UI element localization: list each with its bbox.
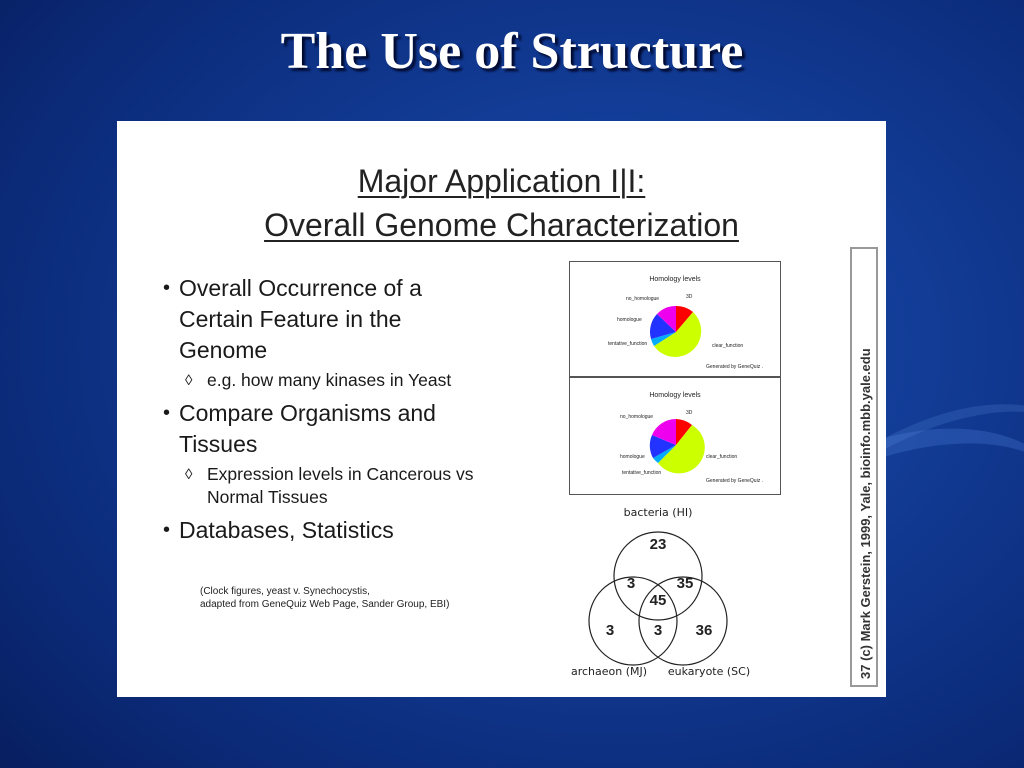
copyright-text: 37 (c) Mark Gerstein, 1999, Yale, bioinfo.mbb.yale.edu <box>858 348 873 679</box>
bullet-item <box>163 515 394 546</box>
pie-generated-note: Generated by GeneQuiz . <box>706 478 763 484</box>
pie-slices <box>650 419 705 473</box>
pie-label-tentative: tentative_function <box>622 470 662 476</box>
inner-title-line2: Overall Genome Characterization <box>264 207 739 243</box>
bullet-line: Tissues <box>179 431 258 457</box>
sub-bullet-line: Normal Tissues <box>207 487 328 507</box>
diamond-icon: ◊ <box>185 372 193 389</box>
venn-value-bacteria-archaeon: 3 <box>626 575 636 592</box>
venn-label-bacteria: bacteria (HI) <box>623 506 693 519</box>
venn-value-eukaryote-only: 36 <box>695 622 713 639</box>
sub-bullet-line: Expression levels in Cancerous vs <box>207 464 474 484</box>
venn-value-archaeon-only: 3 <box>605 622 615 639</box>
footnote <box>200 585 449 611</box>
pie-chart-panel <box>569 377 781 495</box>
inner-title-line1: Major Application I|I: <box>357 163 646 199</box>
sub-bullet-line: e.g. how many kinases in Yeast <box>207 370 452 390</box>
venn-value-all-three: 45 <box>649 592 667 609</box>
slide-title: The Use of Structure <box>280 23 744 80</box>
sub-bullet-item <box>185 463 474 509</box>
pie-label-3d: 3D <box>686 410 693 416</box>
footnote-line: adapted from GeneQuiz Web Page, Sander Group, EBI) <box>200 599 450 610</box>
bullet-dot: • <box>163 277 171 299</box>
bullet-line: Genome <box>179 337 268 363</box>
pie-label-tentative: tentative_function <box>608 341 648 347</box>
diamond-icon: ◊ <box>185 466 193 483</box>
pie-chart-panel <box>569 261 781 377</box>
pie-label-no-homologue: no_homologue <box>620 414 654 420</box>
bullet-line: Overall Occurrence of a <box>179 275 422 301</box>
bullet-dot: • <box>163 402 171 424</box>
sub-bullet-item <box>185 369 452 392</box>
pie-label-homologue: homologue <box>620 454 645 460</box>
bullet-line: Databases, Statistics <box>179 517 394 543</box>
venn-value-bacteria-eukaryote: 35 <box>676 575 694 592</box>
pie-label-3d: 3D <box>686 294 693 300</box>
pie-chart <box>570 378 780 494</box>
venn-value-bacteria-only: 23 <box>649 536 667 553</box>
bullet-line: Compare Organisms and <box>179 400 436 426</box>
bullet-item <box>163 398 436 460</box>
pie-label-clear: clear_function <box>706 454 738 460</box>
pie-label-no-homologue: no_homologue <box>626 296 660 302</box>
venn-label-archaeon: archaeon (MJ) <box>570 665 648 678</box>
venn-diagram <box>557 501 757 691</box>
footnote-line: (Clock figures, yeast v. Synechocystis, <box>200 586 370 597</box>
content-image <box>117 121 886 697</box>
bullet-dot: • <box>163 519 171 541</box>
pie-slices <box>650 306 701 357</box>
bullet-line: Certain Feature in the <box>179 306 402 332</box>
bullet-item <box>163 273 422 366</box>
pie-label-clear: clear_function <box>712 343 744 349</box>
pie-generated-note: Generated by GeneQuiz . <box>706 364 763 370</box>
venn-label-eukaryote: eukaryote (SC) <box>667 665 751 678</box>
pie-title: Homology levels <box>649 276 701 283</box>
pie-chart <box>570 262 780 376</box>
copyright-box <box>850 247 878 687</box>
inner-title <box>117 159 886 247</box>
venn-value-archaeon-eukaryote: 3 <box>653 622 663 639</box>
pie-label-homologue: homologue <box>617 317 642 323</box>
pie-title: Homology levels <box>649 392 701 399</box>
